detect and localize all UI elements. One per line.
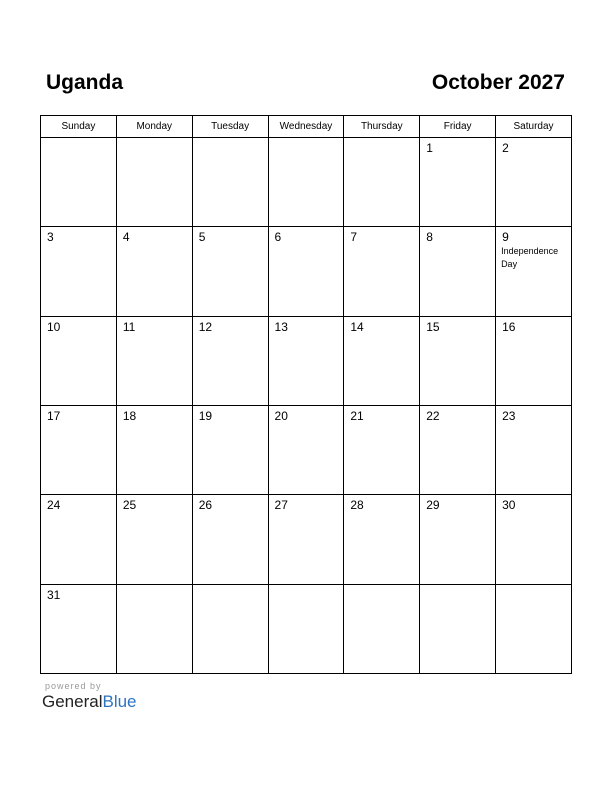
day-cell <box>268 227 344 316</box>
brand-general-text: General <box>42 692 103 711</box>
day-number <box>496 585 571 588</box>
day-number: 24 <box>47 498 61 513</box>
day-number: 16 <box>502 319 516 334</box>
day-number: 3 <box>47 230 54 245</box>
day-cell <box>420 495 496 584</box>
day-number: 15 <box>426 319 440 334</box>
day-cell <box>41 584 117 673</box>
day-number: 29 <box>426 498 440 513</box>
week-row <box>41 227 572 316</box>
day-cell <box>116 495 192 584</box>
day-number: 22 <box>426 408 440 423</box>
day-cell <box>268 495 344 584</box>
day-number: 27 <box>274 498 288 513</box>
day-number: 26 <box>198 498 213 513</box>
day-cell <box>41 316 117 405</box>
day-number: 5 <box>198 230 206 245</box>
day-cell <box>41 495 117 584</box>
weekday-header-wednesday: Wednesday <box>268 116 344 138</box>
weekday-header-monday: Monday <box>116 116 192 138</box>
country-title: Uganda <box>46 71 124 94</box>
day-cell <box>192 227 268 316</box>
day-number: 19 <box>198 408 213 423</box>
day-number: 8 <box>426 230 433 245</box>
day-number: 11 <box>122 319 136 334</box>
day-number: 30 <box>502 498 516 513</box>
day-cell <box>344 138 420 227</box>
day-number <box>269 138 344 141</box>
day-cell <box>268 584 344 673</box>
day-cell <box>116 138 192 227</box>
day-cell <box>116 584 192 673</box>
day-number: 10 <box>47 319 61 334</box>
day-number <box>269 585 344 588</box>
day-cell <box>116 405 192 494</box>
powered-by-text: powered by <box>45 681 102 691</box>
day-number: 23 <box>502 408 516 423</box>
day-number: 7 <box>350 230 358 245</box>
day-cell <box>41 405 117 494</box>
day-number: 4 <box>122 230 130 245</box>
day-cell <box>496 138 572 227</box>
day-cell <box>192 138 268 227</box>
day-cell <box>192 584 268 673</box>
weekday-header-friday: Friday <box>420 116 496 138</box>
day-cell <box>41 227 117 316</box>
weekday-header-saturday: Saturday <box>496 116 572 138</box>
week-row <box>41 316 572 405</box>
day-number: 25 <box>122 498 137 513</box>
week-row <box>41 405 572 494</box>
day-cell <box>420 405 496 494</box>
day-number: 28 <box>350 498 364 513</box>
day-cell <box>344 495 420 584</box>
day-cell <box>268 405 344 494</box>
day-cell <box>496 405 572 494</box>
calendar-grid <box>40 115 572 674</box>
day-number <box>344 585 419 588</box>
day-cell <box>192 405 268 494</box>
day-number: 13 <box>274 319 288 334</box>
day-cell <box>116 316 192 405</box>
brand-logo[interactable] <box>42 692 137 712</box>
day-cell <box>496 584 572 673</box>
weekday-header-sunday: Sunday <box>41 116 117 138</box>
day-number: 12 <box>198 319 213 334</box>
day-cell <box>496 316 572 405</box>
day-number: 21 <box>350 408 364 423</box>
day-cell <box>420 227 496 316</box>
day-cell <box>192 316 268 405</box>
day-number: 6 <box>274 230 282 245</box>
weekday-header-row <box>41 116 572 138</box>
day-cell <box>420 316 496 405</box>
day-cell <box>420 138 496 227</box>
day-number <box>117 585 192 588</box>
day-number: 18 <box>122 408 137 423</box>
day-number <box>420 585 495 588</box>
week-row <box>41 138 572 227</box>
day-number: 20 <box>274 408 288 423</box>
day-cell <box>41 138 117 227</box>
brand-blue-text: Blue <box>102 692 137 711</box>
day-number: 17 <box>47 408 61 423</box>
day-number <box>193 585 268 588</box>
day-number <box>344 138 419 141</box>
week-row <box>41 495 572 584</box>
day-number: 1 <box>426 141 433 155</box>
day-number: 2 <box>502 141 509 155</box>
day-number: 31 <box>47 587 61 602</box>
day-number <box>117 138 192 141</box>
week-row <box>41 584 572 673</box>
day-number: 9 <box>502 230 509 245</box>
weekday-header-tuesday: Tuesday <box>192 116 268 138</box>
day-number <box>41 138 116 141</box>
day-cell <box>344 227 420 316</box>
day-cell <box>344 405 420 494</box>
day-cell <box>268 138 344 227</box>
weekday-header-thursday: Thursday <box>344 116 420 138</box>
day-cell <box>344 584 420 673</box>
day-number <box>193 138 268 141</box>
holiday-label: Independence Day <box>501 246 559 270</box>
month-title: October 2027 <box>431 71 565 94</box>
footer <box>42 681 137 712</box>
day-cell <box>420 584 496 673</box>
day-cell <box>116 227 192 316</box>
day-cell-holiday <box>496 227 572 316</box>
day-cell <box>192 495 268 584</box>
day-cell <box>344 316 420 405</box>
day-cell <box>268 316 344 405</box>
day-number: 14 <box>350 319 364 334</box>
day-cell <box>496 495 572 584</box>
